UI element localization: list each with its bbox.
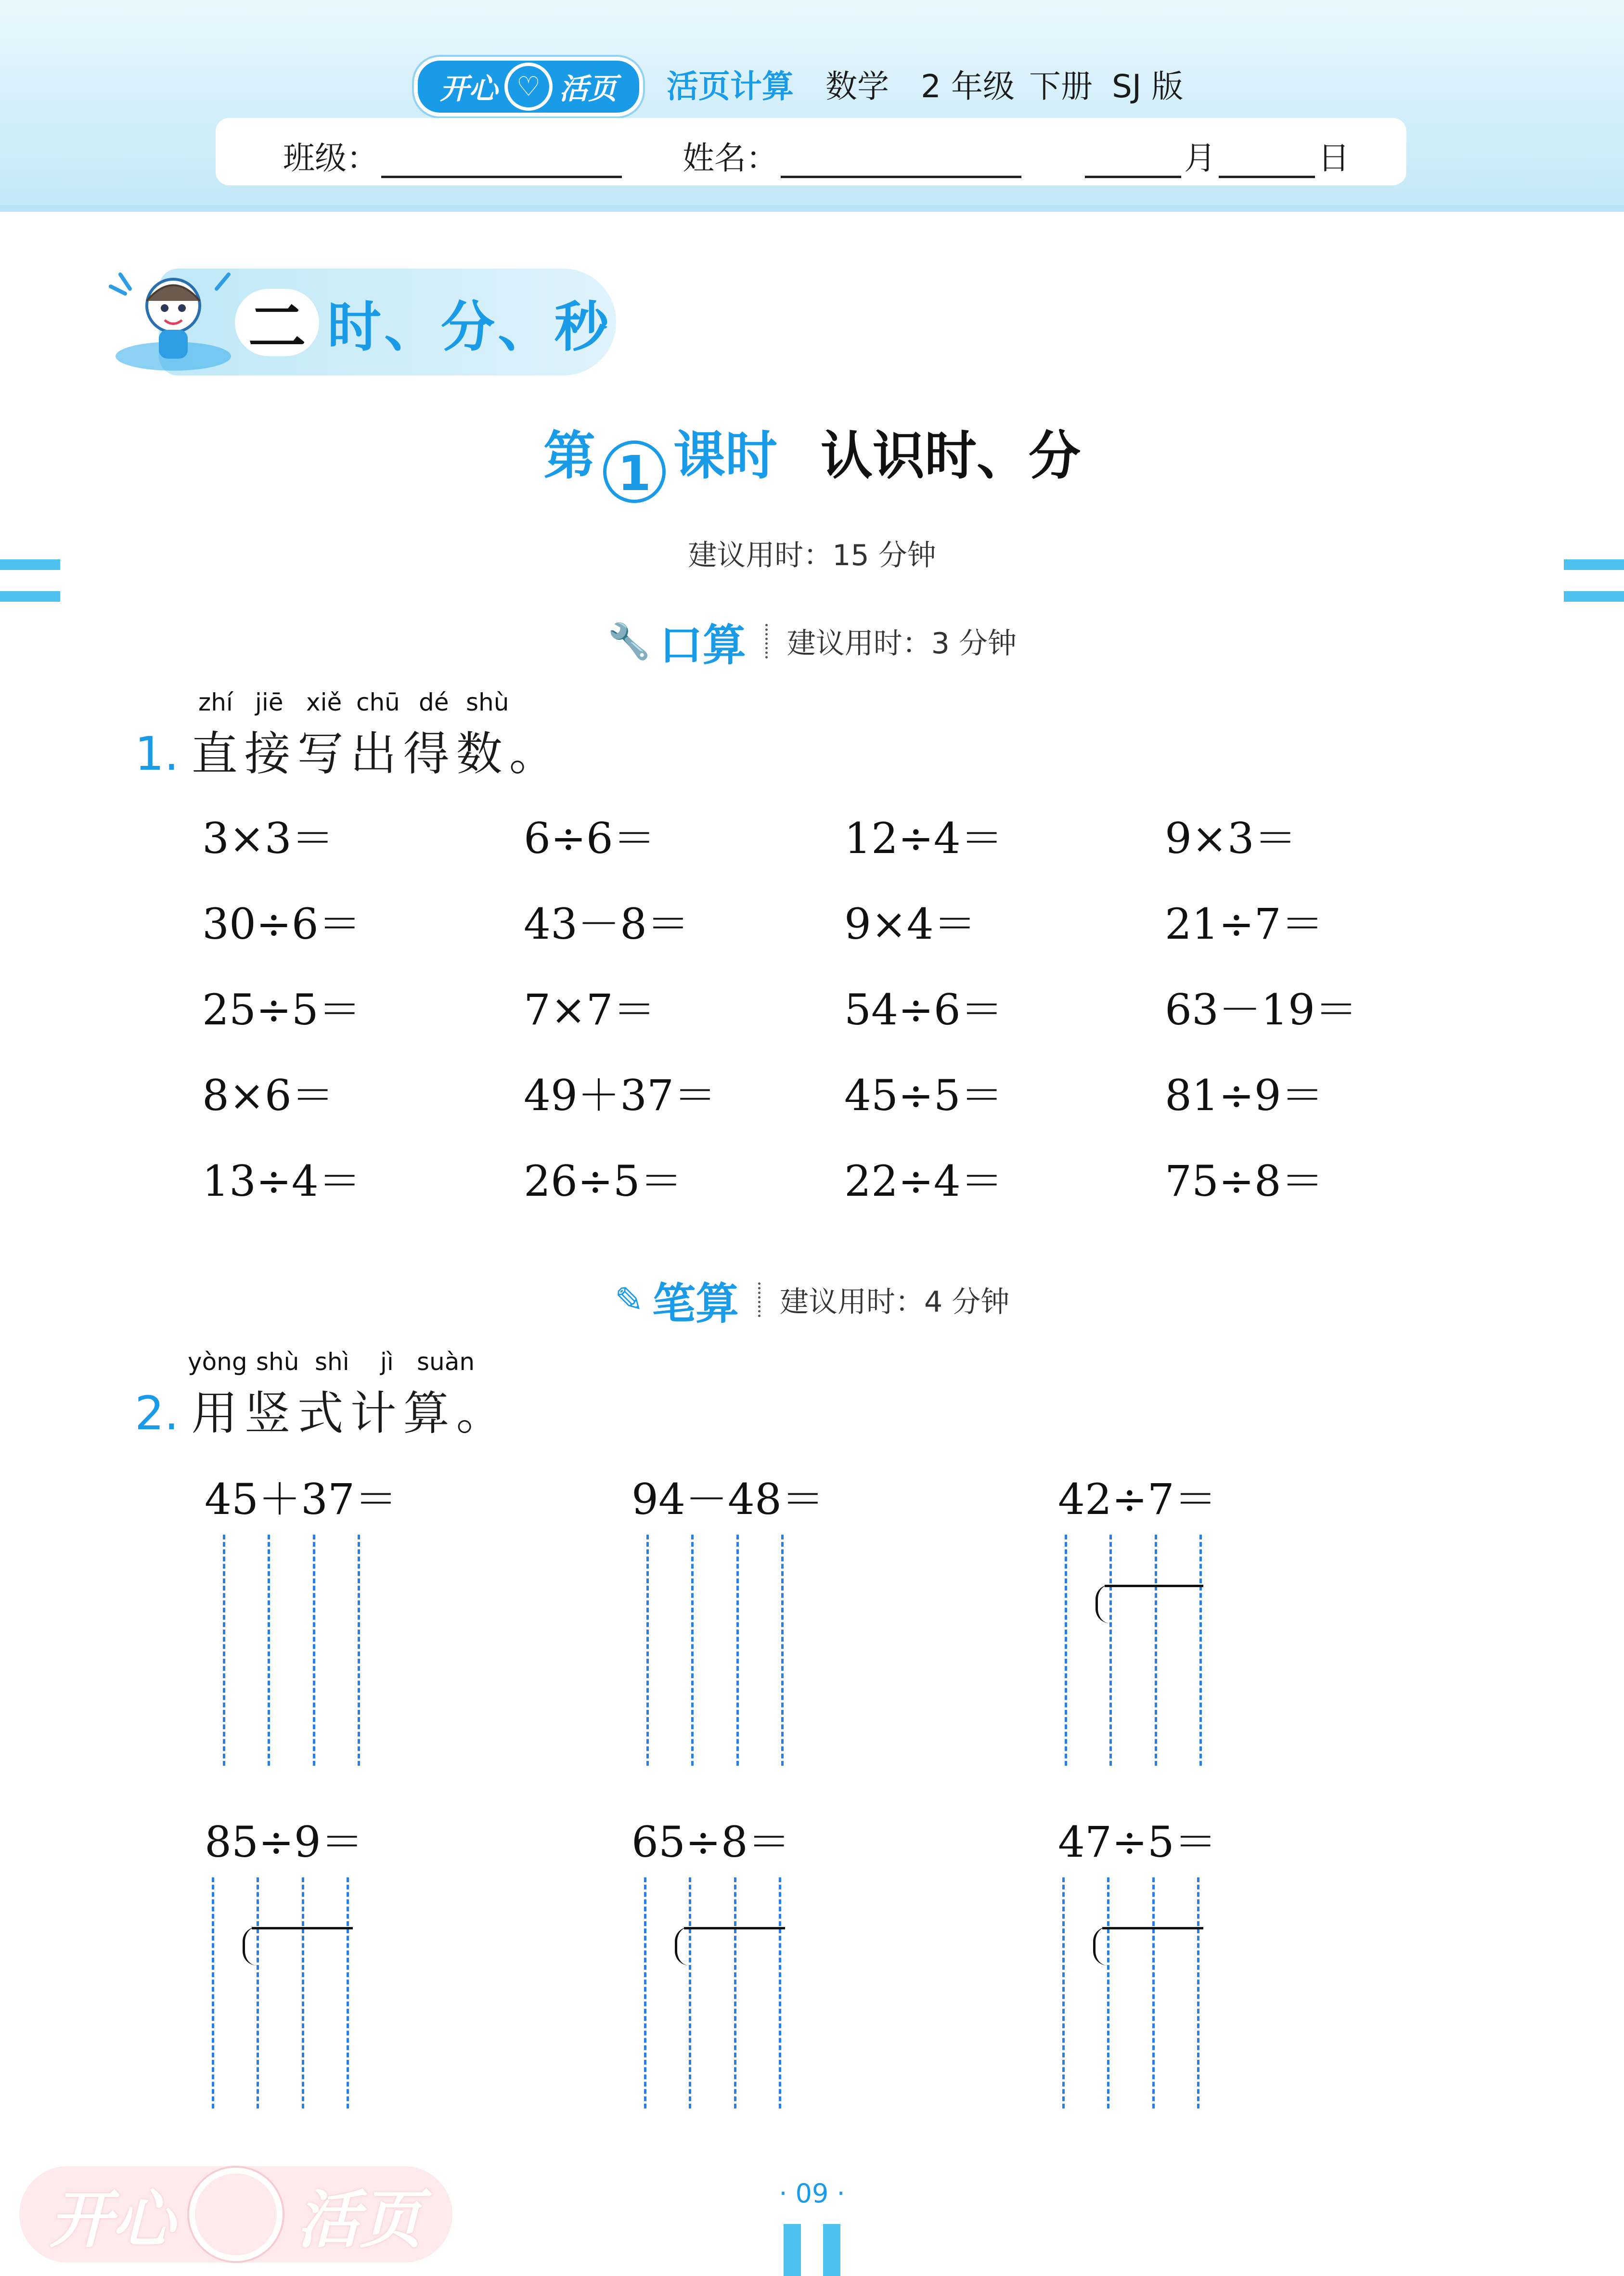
division-bracket [1093,1927,1108,1966]
division-bar [1105,1585,1203,1587]
lesson-name: 认识时、分 [821,426,1081,486]
guide-line [1109,1535,1112,1766]
class-field[interactable] [283,132,625,178]
division-bracket [1096,1585,1110,1623]
section-divider [765,624,768,659]
day-label: 日 [1318,140,1350,177]
written-problem-6: 47÷5＝ [1058,1817,1217,1867]
guide-line [779,1877,781,2108]
wrench-icon: 🔧 [607,621,651,661]
division-bar [1102,1927,1203,1929]
division-bar [684,1927,785,1929]
mental-expr: 7×7＝ [524,985,656,1035]
guide-line [1062,1877,1065,2108]
month-blank[interactable] [1085,142,1181,178]
written-section-name: 笔算 [652,1279,739,1329]
guide-line [302,1877,304,2108]
mental-expr: 13÷4＝ [202,1156,361,1206]
question-1-number: 1. [135,727,179,781]
question-2 [135,1377,509,1443]
question-1 [135,717,562,783]
term: 下册 [1029,67,1093,105]
mental-expr: 3×3＝ [202,814,334,863]
guide-line [736,1535,739,1766]
q2-pinyin: yòng shù shì jì suàn [188,1348,475,1376]
student-info-bar [216,118,1406,185]
mental-expr: 63－19＝ [1165,985,1357,1035]
brand-logo [414,57,643,116]
mental-expr: 25÷5＝ [202,985,361,1035]
guide-line [358,1535,360,1766]
guide-line [1065,1535,1067,1766]
lesson-index: 1 [603,440,666,503]
division-bar [252,1927,353,1929]
subject: 数学 [825,67,889,105]
q1-pinyin: zhí jiē xiě chū dé shù [198,688,509,716]
written-problem-4: 85÷9＝ [205,1817,363,1867]
guide-line [1155,1535,1157,1766]
watermark-right: 活页 [297,2183,423,2256]
mental-section-header [0,612,1624,670]
written-problem-2: 94－48＝ [632,1474,824,1524]
mental-expr: 22÷4＝ [844,1156,1003,1206]
pencil-icon: ✎ [614,1280,644,1320]
written-problem-3: 42÷7＝ [1058,1474,1217,1524]
mental-expr: 81÷9＝ [1165,1071,1324,1120]
mental-expr: 6÷6＝ [524,814,656,863]
written-problem-5: 65÷8＝ [632,1817,790,1867]
chapter-title: 时、分、秒 [327,296,611,359]
mental-expr: 30÷6＝ [202,899,361,949]
book-info [667,63,1215,104]
class-blank[interactable] [381,142,622,178]
guide-line [257,1877,259,2108]
mental-expr: 8×6＝ [202,1071,334,1120]
lesson-title [0,414,1624,503]
guide-line [1152,1877,1155,2108]
guide-line [644,1877,646,2108]
mental-expr: 49＋37＝ [524,1071,716,1120]
brand-heart-icon: ♡ [504,63,553,111]
lesson-suffix: 课时 [673,426,777,486]
mental-expr: 26÷5＝ [524,1156,683,1206]
guide-line [347,1877,349,2108]
mental-expr: 21÷7＝ [1165,899,1324,949]
question-2-number: 2. [135,1386,179,1440]
mental-expr: 9×3＝ [1165,814,1297,863]
guide-line [223,1535,225,1766]
chapter-number: 二 [235,289,319,356]
lesson-prefix: 第 [543,426,595,486]
guide-line [689,1877,691,2108]
brand-right: 活页 [559,72,617,106]
edition: SJ 版 [1111,67,1184,105]
guide-line [1107,1877,1109,2108]
section-divider [758,1282,760,1317]
guide-line [212,1877,214,2108]
written-problem-1: 45＋37＝ [205,1474,397,1524]
mental-expr: 45÷5＝ [844,1071,1003,1120]
name-blank[interactable] [781,142,1021,178]
suggested-time: 建议用时：15 分钟 [688,539,936,572]
guide-line [646,1535,649,1766]
guide-line [691,1535,694,1766]
page-number: · 09 · [779,2178,845,2209]
guide-line [781,1535,784,1766]
question-1-text: 直接写出得数。 [191,727,562,781]
question-2-text: 用竖式计算。 [191,1386,509,1440]
division-bracket [675,1927,690,1966]
guide-line [1199,1535,1202,1766]
mental-expr: 43－8＝ [524,899,689,949]
guide-line [734,1877,736,2108]
series-name: 活页计算 [667,67,794,105]
day-blank[interactable] [1219,142,1315,178]
mental-section-name: 口算 [659,620,746,671]
guide-line [268,1535,270,1766]
mental-expr: 12÷4＝ [844,814,1003,863]
division-bracket [243,1927,258,1966]
guide-line [313,1535,315,1766]
bottom-marker [784,2224,840,2276]
grade: 2 年级 [921,67,1015,105]
watermark-left: 开心 [49,2183,175,2256]
brand-left: 开心 [440,72,498,106]
date-field[interactable] [1082,132,1350,178]
mental-expr: 54÷6＝ [844,985,1003,1035]
mascot-icon [101,260,245,385]
name-field[interactable] [683,132,1024,178]
month-label: 月 [1184,140,1216,177]
mental-expr: 75÷8＝ [1165,1156,1324,1206]
guide-line [1197,1877,1199,2108]
name-label: 姓名： [683,140,778,177]
mental-section-time: 建议用时：3 分钟 [786,627,1017,660]
class-label: 班级： [283,140,378,177]
written-section-time: 建议用时：4 分钟 [780,1285,1010,1319]
written-section-header [0,1271,1624,1329]
mental-expr: 9×4＝ [844,899,976,949]
